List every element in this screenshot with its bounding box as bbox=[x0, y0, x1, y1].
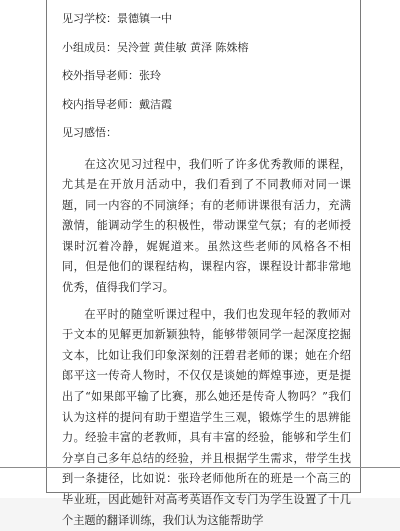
outside-teacher-line: 校外指导老师：张玲 bbox=[62, 69, 161, 82]
members-line: 小组成员：吴泠萱 黄佳敏 黄泽 陈姝榕 bbox=[62, 40, 249, 54]
inside-teacher-line: 校内指导老师：戴洁霞 bbox=[62, 97, 172, 111]
paragraph-daily-observation: 在平时的随堂听课过程中，我们也发现年轻的教师对于文本的见解更加新颖独特，能够带领同学一起深度挖掘文本，比如让我们印象深刻的汪碧君老师的课；她在介绍郎平这一传奇人物时，不仅仅是谈她的辉煌事迹，更是提出了“如果郎平输了比赛，那么她还是传奇人物吗？”我们认为这样的提问有助于塑造学生三观，锻炼学生的思辨能力。经验丰富的老教师，具有丰富的经验，能够和学生们分享自己多年总结的经验，并且根据学生需求，带学生找到一条捷径，比如说：张玲老师他所在的班是一个高三的毕业班，因此她针对高考英语作文专门为学生设置了十几个主题的翻译训练，我们认为这能帮助学 bbox=[62, 307, 351, 527]
reflection-label: 见习感悟： bbox=[62, 126, 117, 139]
paragraph-open-month: 在这次见习过程中，我们听了许多优秀教师的课程，尤其是在开放月活动中，我们看到了不同教师对同一课题，同一内容的不同演绎；有的老师讲课很有活力，充满激情，能调动学生的积极性，带动课堂气氛；有的老师授课时沉着冷静，娓娓道来。虽然这些老师的风格各不相同，但是他们的课程结构，课程内容，课程设计都非常地优秀，值得我们学习。 bbox=[62, 157, 351, 295]
report-content bbox=[62, 12, 351, 531]
school-line: 见习学校：景德镇一中 bbox=[62, 12, 172, 25]
